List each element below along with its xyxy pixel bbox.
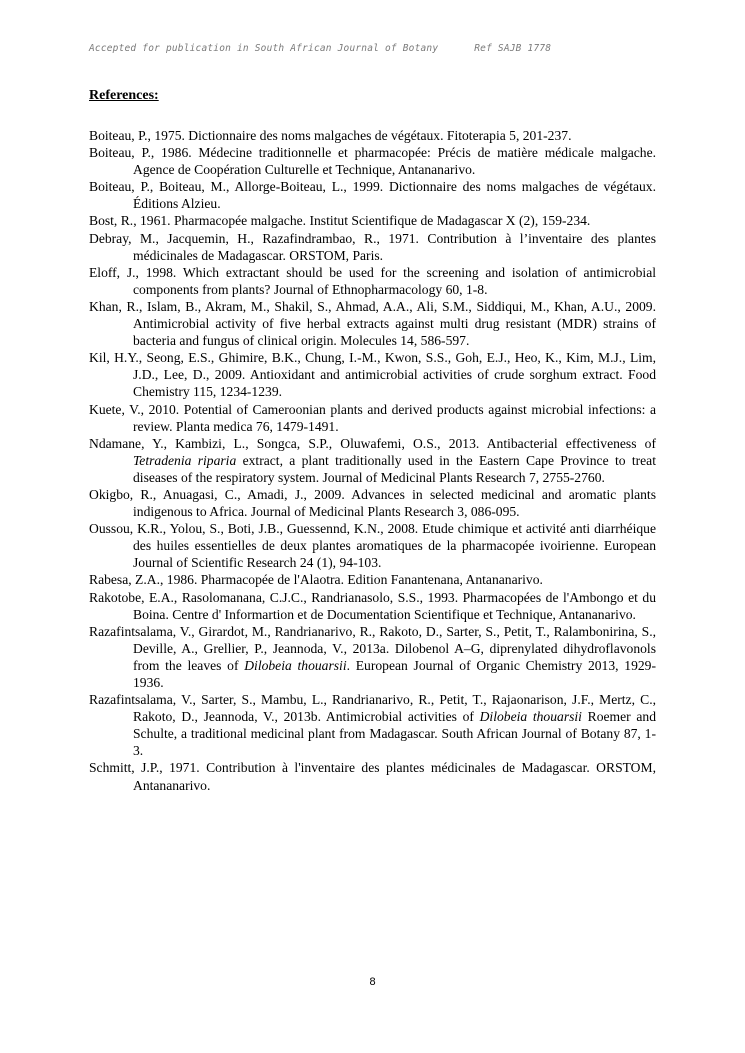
reference-list xyxy=(89,127,656,794)
reference-item: Bost, R., 1961. Pharmacopée malgache. Institut Scientifique de Madagascar X (2), 159-234. xyxy=(89,213,591,229)
references-heading: References: xyxy=(89,88,159,103)
reference-item xyxy=(89,691,656,759)
journal-note: Accepted for publication in South African Journal of Botany xyxy=(89,43,439,54)
reference-item: Boiteau, P., Boiteau, M., Allorge-Boiteau, L., 1999. Dictionnaire des noms malgaches de végétaux. Éditions Alzieu. xyxy=(89,179,656,212)
species-name: Tetradenia riparia xyxy=(133,452,237,468)
reference-item xyxy=(89,435,656,486)
reference-item: Rabesa, Z.A., 1986. Pharmacopée de l'Alaotra. Edition Fanantenana, Antananarivo. xyxy=(89,572,543,588)
reference-item: Schmitt, J.P., 1971. Contribution à l'inventaire des plantes médicinales de Madagascar. ORSTOM, Antananarivo. xyxy=(89,760,656,793)
reference-item: Rakotobe, E.A., Rasolomanana, C.J.C., Randrianasolo, S.S., 1993. Pharmacopées de l'Ambongo et du Boina. Centre d' Informartion et de Documentation Scientifique et Technique, Antananarivo. xyxy=(89,589,656,622)
reference-item: Kil, H.Y., Seong, E.S., Ghimire, B.K., Chung, I.-M., Kwon, S.S., Goh, E.J., Heo, K., Kim, M.J., Lim, J.D., Lee, D., 2009. Antioxidant and antimicrobial activities of crude sorghum extract. Food Chemistry 115, 1234-1239. xyxy=(89,350,656,400)
reference-item: Boiteau, P., 1986. Médecine traditionnelle et pharmacopée: Précis de matière médicale malgache. Agence de Coopération Culturelle et Technique, Antananarivo. xyxy=(89,145,656,178)
reference-item: Khan, R., Islam, B., Akram, M., Shakil, S., Ahmad, A.A., Ali, S.M., Siddiqui, M., Khan, A.U., 2009. Antimicrobial activity of five herbal extracts against multi drug resistant (MDR) strains of bacteria and fungus of clinical origin. Molecules 14, 586-597. xyxy=(89,298,656,349)
reference-item: Debray, M., Jacquemin, H., Razafindrambao, R., 1971. Contribution à l’inventaire des plantes médicinales de Madagascar. ORSTOM, Paris. xyxy=(89,230,656,263)
reference-item xyxy=(89,623,656,691)
reference-text: . European Journal of Organic Chemistry 2013, 1929-1936. xyxy=(133,657,656,690)
reference-item: Eloff, J., 1998. Which extractant should be used for the screening and isolation of antimicrobial components from plants? Journal of Ethnopharmacology 60, 1-8. xyxy=(89,264,656,297)
reference-item: Boiteau, P., 1975. Dictionnaire des noms malgaches de végétaux. Fitoterapia 5, 201-237. xyxy=(89,128,572,143)
reference-item: Okigbo, R., Anuagasi, C., Amadi, J., 2009. Advances in selected medicinal and aromatic plants indigenous to Africa. Journal of Medicinal Plants Research 3, 086-095. xyxy=(89,486,656,520)
species-name: Dilobeia thouarsii xyxy=(479,709,582,725)
reference-item: Oussou, K.R., Yolou, S., Boti, J.B., Guessennd, K.N., 2008. Etude chimique et activité anti diarrhéique des huiles essentielles de deux plantes aromatiques de la pharmacopée ivoirienne. European Journal of Scientific Research 24 (1), 94-103. xyxy=(89,521,656,571)
reference-text: Roemer and Schulte, a traditional medicinal plant from Madagascar. South African Journal of Botany 87, 1-3. xyxy=(133,709,656,759)
reference-item: Kuete, V., 2010. Potential of Cameroonian plants and derived products against microbial infections: a review. Planta medica 76, 1479-1491. xyxy=(89,401,656,434)
reference-text: extract, a plant traditionally used in the Eastern Cape Province to treat diseases of the respiratory system. Journal of Medicinal Plants Research 7, 2755-2760. xyxy=(133,452,656,485)
running-header xyxy=(89,43,551,54)
reference-text: Razafintsalama, V., Girardot, M., Randrianarivo, R., Rakoto, D., Sarter, S., Petit, T., Ralambonirina, S., Deville, A., Grellier, P., Jeannoda, V., 2013a. Dilobenol A–G, diprenylated dihydroflavonols from the leaves of xyxy=(89,623,656,673)
reference-code: Ref SAJB 1778 xyxy=(474,43,552,54)
reference-text: Ndamane, Y., Kambizi, L., Songca, S.P., Oluwafemi, O.S., 2013. Antibacterial effectiveness of xyxy=(89,435,656,451)
page-number: 8 xyxy=(369,976,376,988)
reference-text: Razafintsalama, V., Sarter, S., Mambu, L., Randrianarivo, R., Petit, T., Rajaonarison, J.F., Mertz, C., Rakoto, D., Jeannoda, V., 2013b. Antimicrobial activities of xyxy=(89,692,656,725)
species-name: Dilobeia thouarsii xyxy=(244,657,347,673)
